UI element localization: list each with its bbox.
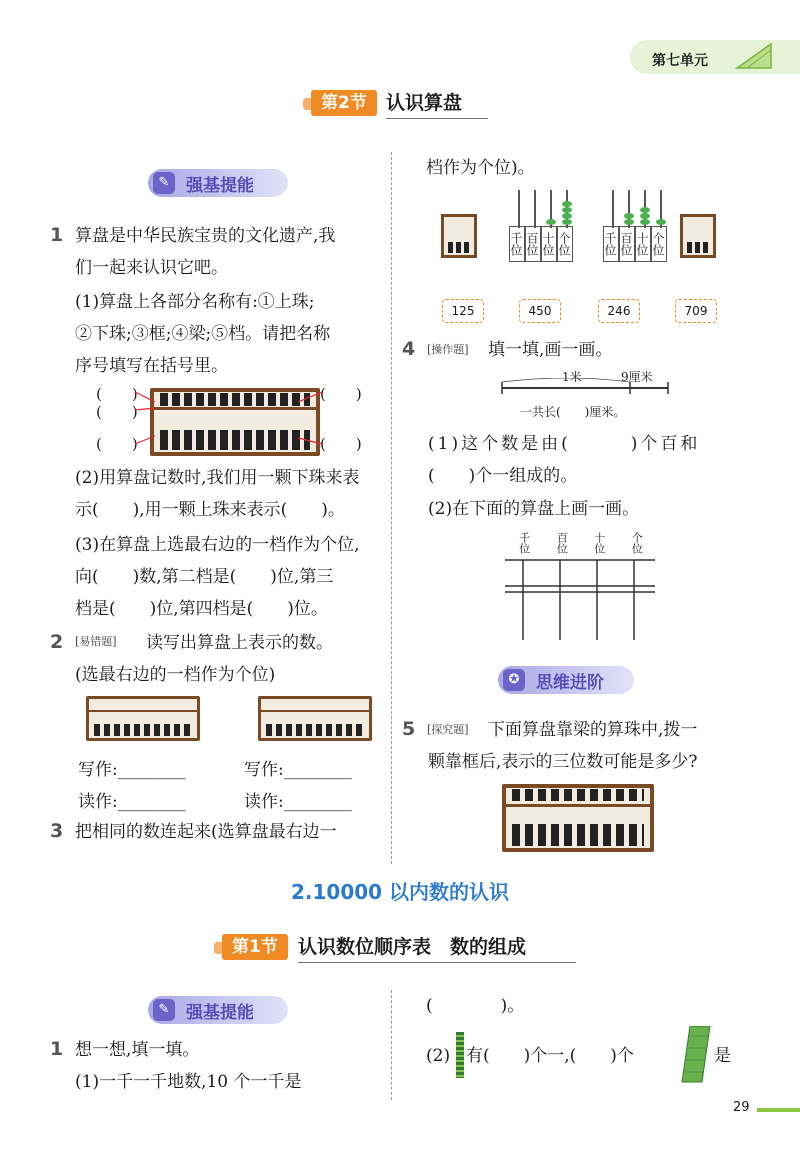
abacus-mini: [441, 214, 477, 258]
hundred-flat-icon: [680, 1026, 712, 1084]
q2-text-2: (选最右边的一档作为个位): [75, 665, 276, 685]
q5-text-2: 颗靠框后,表示的三位数可能是多少?: [428, 752, 698, 772]
question-number: 1: [50, 224, 64, 246]
place-cell: 千位: [509, 226, 525, 262]
column-divider: [391, 152, 392, 864]
section-tag: 第2节: [311, 90, 377, 116]
section-title: 认识数位顺序表 数的组成: [298, 932, 576, 963]
q6-answer[interactable]: ( )。: [426, 996, 525, 1016]
abacus-drawing-area[interactable]: [505, 558, 657, 642]
length-line: [500, 378, 670, 398]
answer-blank[interactable]: ( ): [320, 435, 362, 453]
q4-part1-b: ( )个一组成的。: [428, 466, 578, 486]
pill-basic: [148, 169, 288, 197]
q1-part3-a: (3)在算盘上选最右边的一档作为个位,: [75, 535, 360, 555]
section-heading: [311, 88, 377, 113]
pill-advanced: [498, 666, 634, 694]
page-number: 29: [733, 1100, 750, 1115]
q6-part2-label: (2): [426, 1046, 451, 1066]
question-number: 1: [50, 1038, 64, 1060]
question-tag: [操作题]: [427, 343, 469, 356]
q1-text-1: 算盘是中华民族宝贵的文化遗产,我: [75, 226, 336, 246]
col-header: 百位: [555, 532, 569, 554]
q4-part1-a: (1)这个数是由( )个百和: [428, 434, 701, 454]
col-header: 千位: [517, 532, 531, 554]
read-field[interactable]: 读作:________: [244, 792, 352, 812]
place-cell: 个位: [557, 226, 573, 262]
ten-rod-icon: [456, 1032, 464, 1078]
question-tag: [易错题]: [75, 635, 117, 648]
q4-part2: (2)在下面的算盘上画一画。: [428, 499, 640, 519]
q5-text-1: 下面算盘靠梁的算珠中,拨一: [488, 720, 698, 740]
q1-part1-b: ②下珠;③框;④梁;⑤档。请把名称: [75, 324, 331, 344]
q1-part1-a: (1)算盘上各部分名称有:①上珠;: [75, 292, 315, 312]
cm-label: 9厘米: [621, 370, 653, 384]
chapter-title: 2.10000 以内数的认识: [290, 880, 510, 904]
place-value-chart: [509, 226, 573, 262]
column-divider: [391, 990, 392, 1100]
read-field[interactable]: 读作:________: [78, 792, 186, 812]
q1-text-2: 们一起来认识它吧。: [75, 258, 228, 278]
q3-text-1: 把相同的数连起来(选算盘最右边一: [75, 822, 337, 842]
place-value-chart: [603, 226, 667, 262]
q1-part3-b: 向( )数,第二档是( )位,第三: [75, 567, 334, 587]
abacus-q5: [502, 784, 654, 852]
number-card[interactable]: 125: [442, 299, 484, 323]
section-tag: 第1节: [222, 934, 288, 960]
q1-part3-c: 档是( )位,第四档是( )位。: [75, 599, 328, 619]
meter-label: 1米: [562, 370, 582, 384]
abacus-mini: [680, 214, 716, 258]
question-number: 5: [402, 718, 416, 740]
answer-blank[interactable]: ( ): [320, 385, 362, 403]
pill-label: 强基提能: [186, 1002, 254, 1023]
write-field[interactable]: 写作:________: [244, 760, 352, 780]
counter-beads: [603, 188, 671, 228]
ruler-icon: [735, 40, 775, 70]
page-bar: [757, 1108, 800, 1112]
pill-basic: [148, 996, 288, 1024]
unit-label: 第七单元: [652, 53, 708, 69]
question-number: 3: [50, 820, 64, 842]
section-heading: [222, 932, 288, 957]
q2-text-1: 读写出算盘上表示的数。: [146, 633, 333, 653]
question-number: 2: [50, 631, 64, 653]
q6-part2-end: 是: [714, 1046, 731, 1066]
place-cell: 个位: [651, 226, 667, 262]
q6-text-2: (1)一千一千地数,10 个一千是: [75, 1072, 302, 1092]
abacus-small: [258, 696, 372, 741]
answer-blank[interactable]: ( ): [96, 403, 138, 421]
number-card[interactable]: 246: [598, 299, 640, 323]
number-card[interactable]: 450: [519, 299, 561, 323]
col-header: 十位: [592, 532, 606, 554]
question-tag: [探究题]: [427, 723, 469, 736]
q3-text-2: 档作为个位)。: [426, 158, 535, 178]
pill-label: 强基提能: [186, 175, 254, 196]
section-title: 认识算盘: [386, 88, 488, 119]
place-cell: 十位: [541, 226, 557, 262]
total-length[interactable]: 一共长( )厘米。: [520, 405, 626, 419]
medal-icon: ✪: [503, 669, 525, 691]
q4-text-1: 填一填,画一画。: [488, 340, 613, 360]
place-cell: 十位: [635, 226, 651, 262]
pill-label: 思维进阶: [536, 672, 604, 693]
place-cell: 千位: [603, 226, 619, 262]
counter-beads: [509, 188, 577, 228]
question-number: 4: [402, 338, 416, 360]
pencil-icon: ✎: [153, 999, 175, 1021]
abacus-small: [86, 696, 200, 741]
q1-part1-c: 序号填写在括号里。: [75, 356, 228, 376]
write-field[interactable]: 写作:________: [78, 760, 186, 780]
q1-part2-b: 示( ),用一颗上珠来表示( )。: [75, 500, 345, 520]
pencil-icon: ✎: [153, 172, 175, 194]
answer-blank[interactable]: ( ): [96, 385, 138, 403]
q1-part2-a: (2)用算盘记数时,我们用一颗下珠来表: [75, 468, 360, 488]
abacus-draw-headers: [505, 532, 655, 554]
q6-part2-text[interactable]: 有( )个一,( )个: [466, 1046, 634, 1066]
answer-blank[interactable]: ( ): [96, 435, 138, 453]
number-card[interactable]: 709: [675, 299, 717, 323]
place-cell: 百位: [525, 226, 541, 262]
label-lines: [130, 388, 330, 458]
q6-text-1: 想一想,填一填。: [75, 1040, 200, 1060]
col-header: 个位: [630, 532, 644, 554]
place-cell: 百位: [619, 226, 635, 262]
